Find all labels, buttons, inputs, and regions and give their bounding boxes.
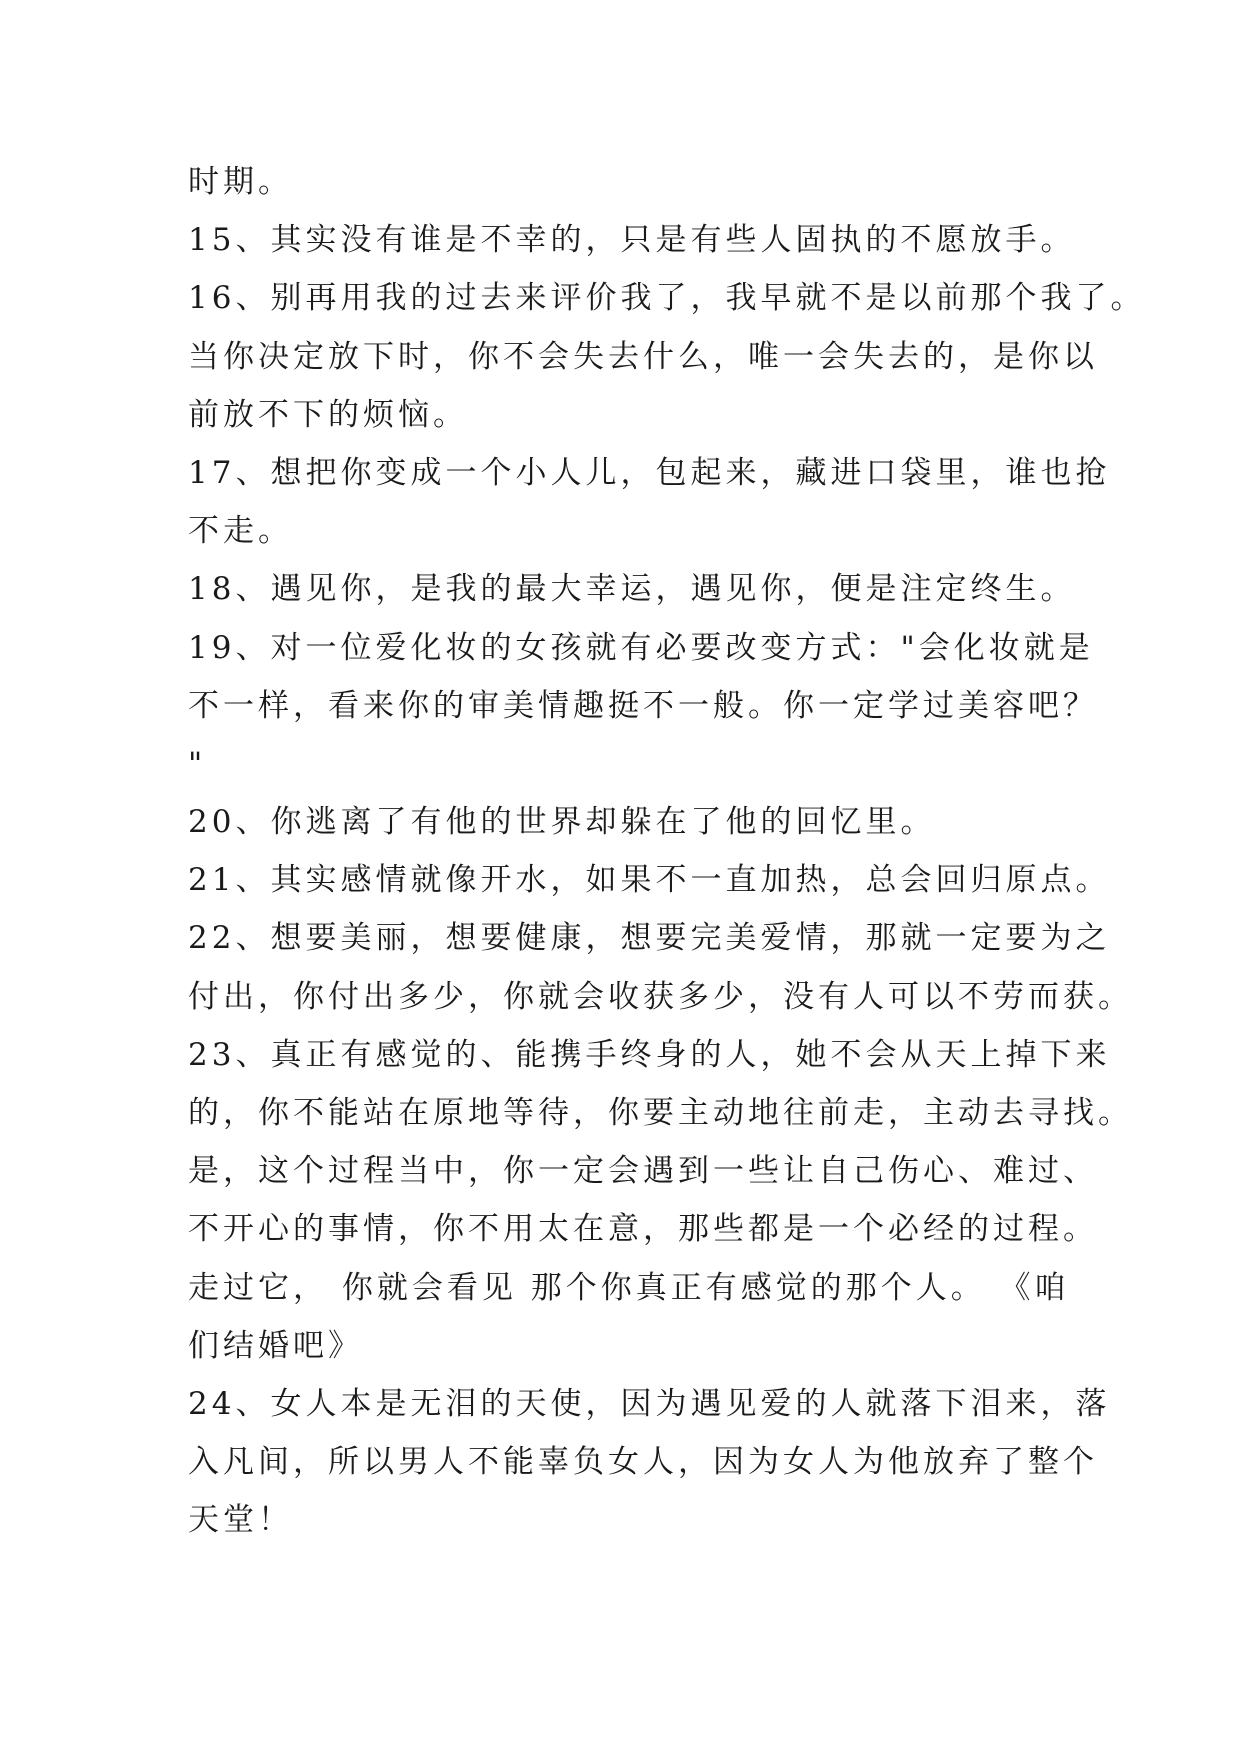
text-line: 21、其实感情就像开水，如果不一直加热，总会回归原点。 — [188, 862, 1111, 899]
text-line: 22、想要美丽，想要健康，想要完美爱情，那就一定要为之 — [188, 920, 1111, 957]
text-line: 24、女人本是无泪的天使，因为遇见爱的人就落下泪来，落 — [188, 1385, 1111, 1422]
text-line: 前放不下的烦恼。 — [188, 396, 468, 433]
text-line: 天堂！ — [188, 1502, 293, 1539]
text-line: 走过它， 你就会看见 那个你真正有感觉的那个人。 《咱 — [188, 1269, 1070, 1306]
text-line: 付出，你付出多少，你就会收获多少，没有人可以不劳而获。 — [188, 978, 1133, 1015]
text-line: 23、真正有感觉的、能携手终身的人，她不会从天上掉下来 — [188, 1036, 1111, 1073]
text-line: 18、遇见你，是我的最大幸运，遇见你，便是注定终生。 — [188, 571, 1076, 608]
body-text — [188, 153, 1146, 1550]
text-line: 不一样，看来你的审美情趣挺不一般。你一定学过美容吧？ — [188, 687, 1098, 724]
text-line: 时期。 — [188, 164, 293, 200]
text-line: 们结婚吧》 — [188, 1327, 363, 1364]
text-line: 15、其实没有谁是不幸的，只是有些人固执的不愿放手。 — [188, 222, 1076, 259]
text-line: 的，你不能站在原地等待，你要主动地往前走，主动去寻找。 — [188, 1095, 1133, 1131]
text-line: 不开心的事情，你不用太在意，那些都是一个必经的过程。 — [188, 1211, 1098, 1248]
text-line: 20、你逃离了有他的世界却躲在了他的回忆里。 — [188, 804, 936, 841]
text-line: 入凡间，所以男人不能辜负女人，因为女人为他放弃了整个 — [188, 1444, 1098, 1481]
text-line: 19、对一位爱化妆的女孩就有必要改变方式："会化妆就是 — [188, 629, 1094, 666]
text-line: 当你决定放下时，你不会失去什么，唯一会失去的，是你以 — [188, 338, 1098, 375]
text-line: " — [188, 745, 207, 782]
text-line: 不走。 — [188, 513, 293, 550]
text-line: 16、别再用我的过去来评价我了，我早就不是以前那个我了。 — [188, 280, 1146, 317]
text-line: 是，这个过程当中，你一定会遇到一些让自己伤心、难过、 — [188, 1153, 1098, 1190]
text-line: 17、想把你变成一个小人儿，包起来，藏进口袋里，谁也抢 — [188, 454, 1111, 491]
